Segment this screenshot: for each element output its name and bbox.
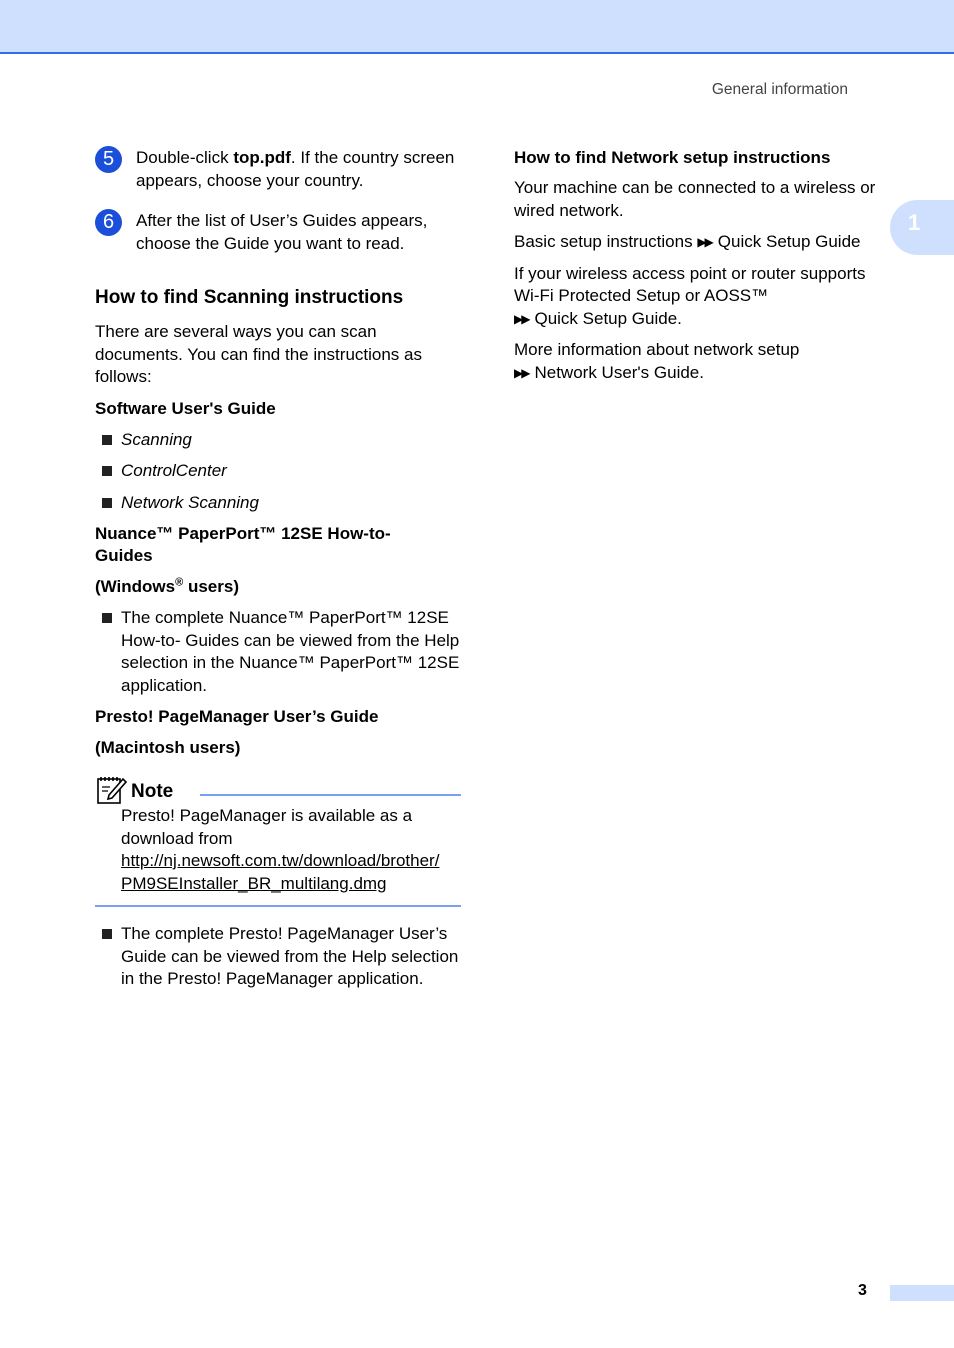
presto-subheading: (Macintosh users) — [95, 738, 241, 757]
step-filename: top.pdf — [233, 148, 291, 167]
nuance-subheading: (Windows® users) — [95, 576, 239, 596]
step-text: After the list of User’s Guides appears, choose the Guide you want to read. — [136, 211, 428, 253]
page-number: 3 — [858, 1282, 867, 1299]
step-6 — [95, 210, 461, 255]
download-link-continued[interactable]: PM9SEInstaller_BR_multilang.dmg — [121, 873, 387, 893]
scanning-heading: How to find Scanning instructions — [95, 287, 404, 308]
list-item: ControlCenter — [95, 460, 461, 483]
list-item: The complete Presto! PageManager User’s Guide can be viewed from the Help selection in the Presto! PageManager application. — [95, 923, 461, 991]
step-number-icon: 6 — [95, 209, 122, 236]
step-text-pre: Double-click — [136, 148, 234, 167]
note-text: Presto! PageManager is available as a download from — [121, 806, 413, 848]
network-para-4: More information about network setup ▶▶ Network User's Guide. — [514, 340, 800, 382]
note-pencil-icon — [96, 773, 128, 805]
note-label: Note — [131, 781, 174, 802]
software-guide-heading: Software User's Guide — [95, 398, 276, 418]
network-para-1: Your machine can be connected to a wireless or wired network. — [514, 178, 876, 220]
running-header: General information — [711, 81, 848, 98]
chapter-tab — [890, 200, 954, 255]
left-column — [95, 147, 461, 1000]
list-item: The complete Nuance™ PaperPort™ 12SE How-to- Guides can be viewed from the Help selection in the Nuance™ PaperPort™ 12SE application. — [95, 607, 461, 697]
network-para-3: If your wireless access point or router supports Wi-Fi Protected Setup or AOSS™ ▶▶ Quick Setup Guide. — [514, 263, 866, 328]
note-rule — [200, 794, 461, 796]
presto-heading: Presto! PageManager User’s Guide — [95, 707, 379, 726]
note-body — [95, 805, 461, 895]
list-item: Scanning — [95, 429, 461, 452]
step-5 — [95, 147, 461, 192]
network-para-2: Basic setup instructions ▶▶ Quick Setup Guide — [514, 232, 861, 251]
double-arrow-icon: ▶▶ — [514, 311, 529, 326]
note-header — [95, 773, 461, 805]
chapter-number: 1 — [908, 210, 921, 235]
step-number-icon: 5 — [95, 146, 122, 173]
double-arrow-icon: ▶▶ — [697, 235, 712, 249]
download-link[interactable]: http://nj.newsoft.com.tw/download/brother/ — [121, 851, 440, 870]
double-arrow-icon: ▶▶ — [514, 365, 529, 380]
note-box — [95, 773, 461, 907]
list-item: Network Scanning — [95, 492, 461, 515]
top-band — [0, 0, 954, 54]
scanning-intro: There are several ways you can scan documents. You can find the instructions as follows: — [95, 322, 422, 386]
nuance-heading: Nuance™ PaperPort™ 12SE How-to-Guides — [95, 524, 391, 565]
right-column — [514, 147, 880, 393]
network-heading: How to find Network setup instructions — [514, 148, 831, 167]
step-text-post: . If the country screen appears, choose your country. — [136, 148, 455, 190]
page-bar — [890, 1285, 954, 1301]
